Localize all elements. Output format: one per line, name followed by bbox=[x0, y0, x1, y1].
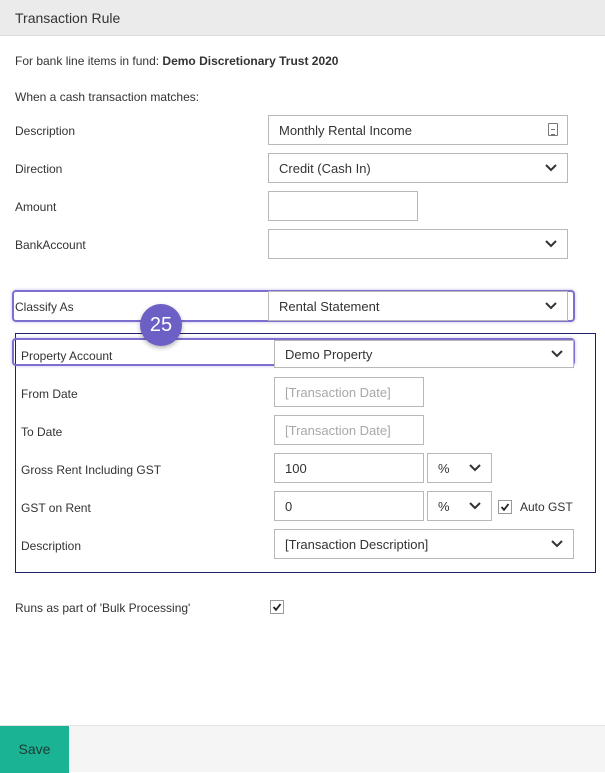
window-title: Transaction Rule bbox=[15, 10, 121, 26]
chevron-down-icon bbox=[551, 350, 563, 358]
classify-select[interactable] bbox=[268, 291, 568, 321]
amount-label: Amount bbox=[15, 200, 57, 214]
fund-name: Demo Discretionary Trust 2020 bbox=[162, 54, 339, 68]
window-title-bar bbox=[0, 0, 605, 36]
chevron-down-icon bbox=[469, 464, 481, 472]
property-account-select[interactable] bbox=[274, 340, 574, 368]
footer-bar bbox=[0, 725, 605, 772]
chevron-down-icon bbox=[551, 540, 563, 548]
from-date-input[interactable] bbox=[274, 377, 424, 407]
match-heading: When a cash transaction matches: bbox=[15, 90, 200, 104]
gst-unit-select[interactable] bbox=[427, 491, 492, 521]
gross-rent-input[interactable] bbox=[274, 453, 424, 483]
direction-label: Direction bbox=[15, 162, 63, 176]
gross-rent-unit-select[interactable] bbox=[427, 453, 492, 483]
auto-gst-label: Auto GST bbox=[520, 500, 573, 514]
gross-rent-label: Gross Rent Including GST bbox=[21, 463, 162, 477]
save-button[interactable]: Save bbox=[0, 726, 69, 773]
bulk-processing-checkbox[interactable] bbox=[270, 600, 284, 614]
chevron-down-icon bbox=[545, 302, 557, 310]
classify-label: Classify As bbox=[15, 300, 74, 314]
rental-description-value: [Transaction Description] bbox=[285, 537, 429, 552]
property-account-label: Property Account bbox=[21, 349, 113, 363]
gst-label: GST on Rent bbox=[21, 501, 91, 515]
step-badge: 25 bbox=[140, 304, 182, 346]
description-input[interactable] bbox=[268, 115, 568, 145]
gst-value: 0 bbox=[285, 499, 293, 514]
to-date-placeholder: [Transaction Date] bbox=[285, 423, 391, 438]
bulk-processing-label: Runs as part of 'Bulk Processing' bbox=[15, 601, 191, 615]
direction-value: Credit (Cash In) bbox=[279, 161, 371, 176]
chevron-down-icon bbox=[545, 240, 557, 248]
to-date-input[interactable] bbox=[274, 415, 424, 445]
bank-account-select[interactable] bbox=[268, 229, 568, 259]
description-label: Description bbox=[15, 124, 76, 138]
gross-rent-unit: % bbox=[438, 461, 450, 476]
direction-select[interactable] bbox=[268, 153, 568, 183]
from-date-placeholder: [Transaction Date] bbox=[285, 385, 391, 400]
classify-value: Rental Statement bbox=[279, 299, 380, 314]
property-account-value: Demo Property bbox=[285, 347, 373, 362]
amount-input[interactable] bbox=[268, 191, 418, 221]
gst-input[interactable] bbox=[274, 491, 424, 521]
rental-description-select[interactable] bbox=[274, 529, 574, 559]
from-date-label: From Date bbox=[21, 387, 78, 401]
gst-unit: % bbox=[438, 499, 450, 514]
bank-account-label: BankAccount bbox=[15, 238, 86, 252]
chevron-down-icon bbox=[545, 164, 557, 172]
auto-gst-checkbox[interactable] bbox=[498, 500, 512, 514]
document-icon[interactable] bbox=[548, 123, 558, 136]
fund-line bbox=[15, 54, 338, 68]
rental-description-label: Description bbox=[21, 539, 82, 553]
chevron-down-icon bbox=[469, 502, 481, 510]
to-date-label: To Date bbox=[21, 425, 63, 439]
checkmark-icon bbox=[500, 502, 510, 512]
fund-prefix: For bank line items in fund: bbox=[15, 54, 163, 68]
description-value: Monthly Rental Income bbox=[279, 123, 412, 138]
gross-rent-value: 100 bbox=[285, 461, 307, 476]
checkmark-icon bbox=[272, 602, 282, 612]
